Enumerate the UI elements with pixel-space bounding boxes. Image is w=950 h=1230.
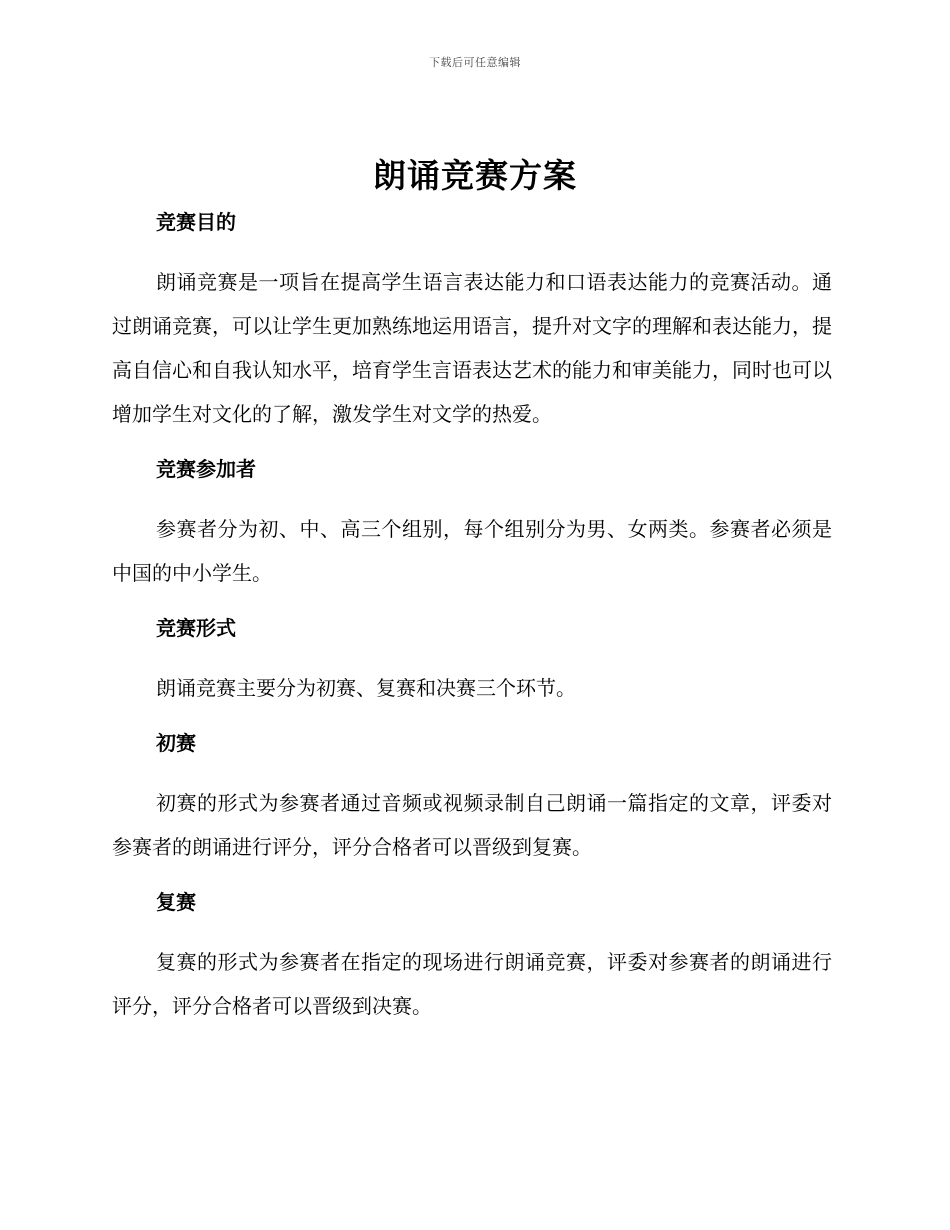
section-text-purpose: 朗诵竞赛是一项旨在提高学生语言表达能力和口语表达能力的竞赛活动。通过朗诵竞赛，可以让学生更加熟练地运用语言，提升对文字的理解和表达能力，提高自信心和自我认知水平，培育学生言语表达艺术的能力和审美能力，同时也可以增加学生对文化的了解，激发学生对文学的热爱。 [112,270,832,426]
section-heading-format: 竞赛形式 [156,616,236,640]
section-text-preliminary: 初赛的形式为参赛者通过音频或视频录制自己朗诵一篇指定的文章，评委对参赛者的朗诵进行评分，评分合格者可以晋级到复赛。 [112,791,832,859]
section-heading-purpose: 竞赛目的 [156,210,236,234]
section-text-format: 朗诵竞赛主要分为初赛、复赛和决赛三个环节。 [156,676,576,700]
header-note: 下载后可任意编辑 [429,56,521,69]
section-heading-semifinal: 复赛 [156,890,196,914]
document-title: 朗诵竞赛方案 [373,156,577,195]
section-text-semifinal: 复赛的形式为参赛者在指定的现场进行朗诵竞赛，评委对参赛者的朗诵进行评分，评分合格者可以晋级到决赛。 [112,950,832,1018]
section-text-participants: 参赛者分为初、中、高三个组别，每个组别分为男、女两类。参赛者必须是中国的中小学生。 [112,517,832,585]
document-body [112,202,832,1028]
section-heading-preliminary: 初赛 [156,731,196,755]
section-heading-participants: 竞赛参加者 [156,457,256,481]
